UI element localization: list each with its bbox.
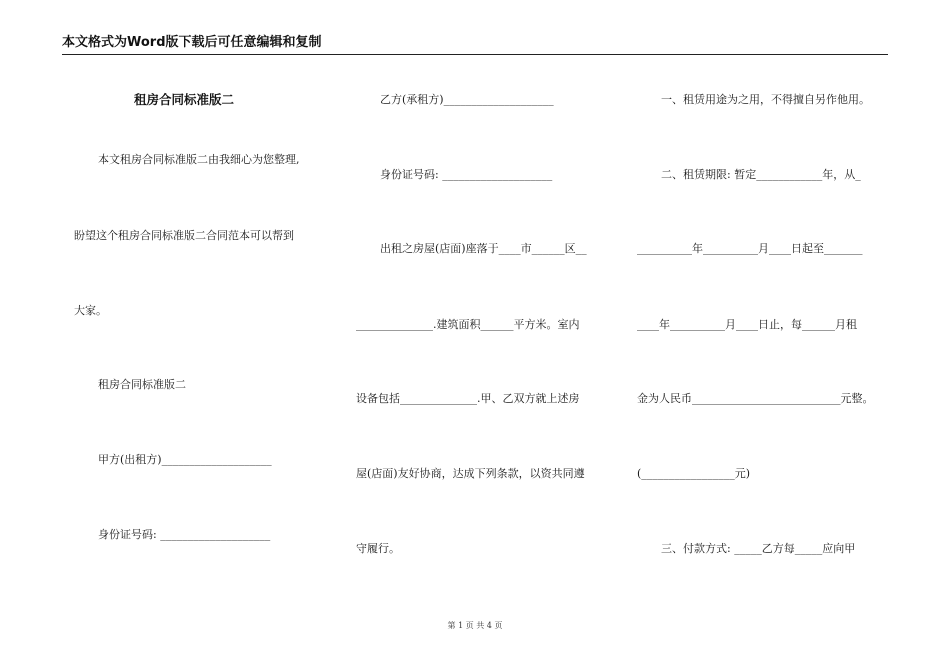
text-line: 设备包括______________.甲、乙双方就上述房 xyxy=(356,392,580,405)
text-line: 本文租房合同标准版二由我细心为您整理, xyxy=(98,153,300,166)
document-title: 租房合同标准版二 xyxy=(134,92,235,107)
id-number-line: 身份证号码: ____________________ xyxy=(380,168,553,181)
text-line: (_________________元) xyxy=(637,467,751,480)
text-line: 大家。 xyxy=(74,304,107,317)
text-line: 盼望这个租房合同标准版二合同范本可以帮到 xyxy=(74,229,294,242)
page-footer: 第 1 页 共 4 页 xyxy=(447,621,503,630)
clause-3-line: 三、付款方式: _____乙方每_____应向甲 xyxy=(661,542,856,555)
column-1 xyxy=(74,0,334,672)
text-line: __________年__________月____日起至_______ xyxy=(637,242,863,255)
text-line: 出租之房屋(店面)座落于____市______区__ xyxy=(380,242,587,255)
text-line: ____年__________月____日止，每______月租 xyxy=(637,318,857,331)
text-line: 屋(店面)友好协商，达成下列条款，以资共同遵 xyxy=(356,467,585,480)
text-line: ______________.建筑面积______平方米。室内 xyxy=(356,318,580,331)
clause-1-line: 一、租赁用途为之用，不得擅自另作他用。 xyxy=(661,93,870,106)
clause-2-line: 二、租赁期限: 暂定____________年，从_ xyxy=(661,168,861,181)
column-3 xyxy=(637,0,889,672)
id-number-line: 身份证号码: ____________________ xyxy=(98,528,271,541)
section-heading: 租房合同标准版二 xyxy=(98,378,186,391)
party-a-line: 甲方(出租方)____________________ xyxy=(98,453,272,466)
header-text: 本文格式为Word版下载后可任意编辑和复制 xyxy=(62,35,322,50)
text-line: 守履行。 xyxy=(356,542,400,555)
party-b-line: 乙方(承租方)____________________ xyxy=(380,93,554,106)
column-2 xyxy=(356,0,614,672)
text-line: 金为人民币___________________________元整。 xyxy=(637,392,874,405)
